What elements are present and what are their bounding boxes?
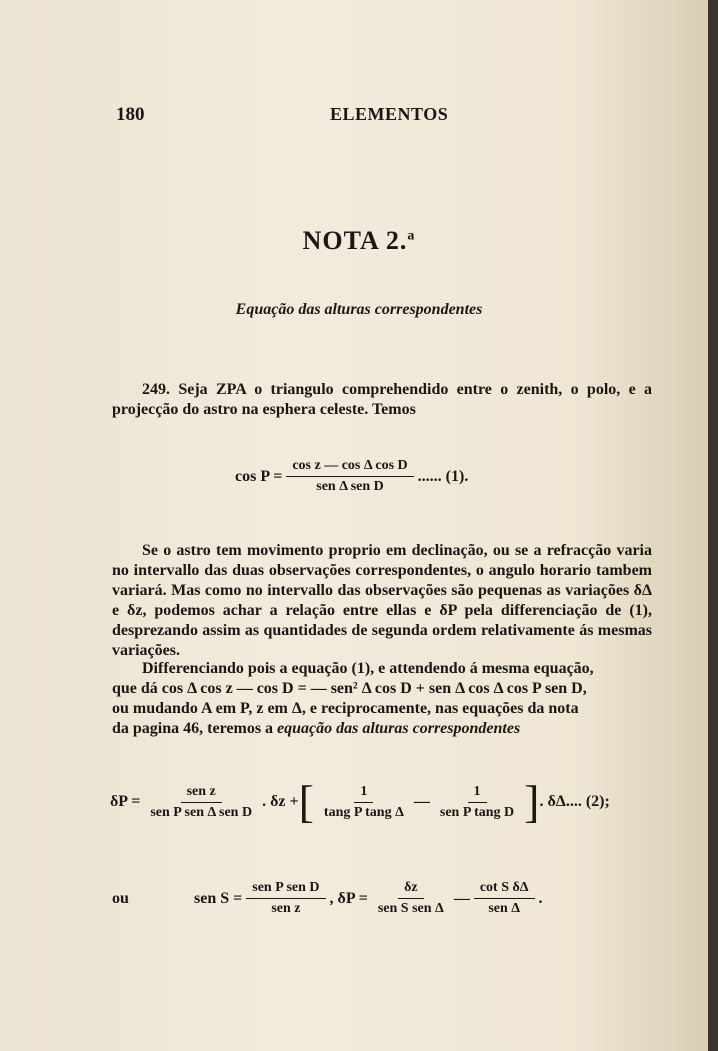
paragraph-3-line-1: Differenciando pois a equação (1), e attendendo á mesma equação, bbox=[142, 660, 594, 677]
eq2-f3-numerator: 1 bbox=[468, 784, 487, 803]
eq3-f1-numerator: sen P sen D bbox=[246, 880, 325, 899]
paragraph-3-line-3: ou mudando A em P, z em Δ, e reciprocamente, nas equações da nota bbox=[112, 700, 579, 717]
eq2-fraction-3 bbox=[434, 784, 520, 821]
equation-2 bbox=[110, 776, 610, 827]
eq2-fraction-1 bbox=[144, 784, 258, 821]
eq2-f3-denominator: sen P tang D bbox=[439, 804, 515, 820]
eq3-fraction-3 bbox=[474, 880, 535, 917]
section-intro: 249. Seja ZPA o triangulo comprehendido entre o zenith, o polo, e a projecção do astro na esphera celeste. Temos bbox=[112, 381, 653, 418]
eq3-f1-denominator: sen z bbox=[271, 901, 301, 916]
eq2-f1-numerator: sen z bbox=[181, 784, 222, 803]
eq2-fraction-2 bbox=[318, 784, 410, 821]
eq2-f2-numerator: 1 bbox=[354, 784, 373, 803]
eq1-fraction bbox=[286, 458, 413, 495]
paragraph-2: Se o astro tem movimento proprio em declinação, ou se a refracção varia no intervallo das duas observações correspondentes, o angulo horario tambem variará. Mas como no intervallo das observações são pequenas as variações δΔ e δz, podemos achar a relação entre ellas e δP pela differenciação de (1), desprezando assim as quantidades de segunda ordem relativamente ás mesmas variações. bbox=[112, 542, 652, 659]
eq2-f1-denominator: sen P sen Δ sen D bbox=[150, 804, 253, 820]
paragraph-3-line-4: da pagina 46, teremos a equação das alturas correspondentes bbox=[112, 720, 521, 737]
equation-1 bbox=[235, 458, 468, 495]
eq3-f3-numerator: cot S δΔ bbox=[474, 880, 535, 899]
page-number: 180 bbox=[116, 104, 145, 125]
bleed-through-text bbox=[150, 152, 154, 169]
right-bracket: ] bbox=[524, 776, 540, 827]
eq3-tail: . bbox=[538, 889, 543, 907]
eq2-mid: . δz + bbox=[262, 793, 299, 810]
eq2-tail: . δΔ.... (2); bbox=[539, 793, 610, 810]
note-subtitle: Equação das alturas correspondentes bbox=[235, 301, 483, 318]
eq3-fraction-1 bbox=[246, 880, 325, 917]
eq3-minus: — bbox=[453, 889, 470, 907]
eq1-lhs: cos P = bbox=[235, 467, 283, 485]
running-title: ELEMENTOS bbox=[330, 104, 449, 124]
eq3-lhs-1: sen S = bbox=[194, 889, 243, 907]
eq2-f2-denominator: tang P tang Δ bbox=[323, 804, 404, 820]
eq1-numerator: cos z — cos Δ cos D bbox=[286, 458, 413, 477]
eq2-lhs: δP = bbox=[110, 793, 141, 810]
eq3-fraction-2 bbox=[372, 880, 450, 917]
section-number: 249. bbox=[142, 381, 170, 398]
page-edge bbox=[708, 0, 718, 1051]
eq1-label: ...... (1). bbox=[417, 467, 469, 485]
eq3-f2-denominator: sen S sen Δ bbox=[377, 901, 444, 916]
eq1-denominator: sen Δ sen D bbox=[316, 479, 384, 494]
eq3-lhs-2: , δP = bbox=[329, 889, 368, 907]
eq2-minus: — bbox=[413, 793, 430, 810]
left-bracket: [ bbox=[298, 776, 314, 827]
eq3-f3-denominator: sen Δ bbox=[488, 901, 521, 916]
note-title: NOTA 2.$^a$ bbox=[302, 226, 416, 255]
equation-3 bbox=[112, 880, 652, 917]
eq3-ou: ou bbox=[112, 889, 129, 907]
paragraph-3-line-2: que dá cos Δ cos z — cos D = — sen² Δ cos D + sen Δ cos Δ cos P sen D, bbox=[112, 680, 587, 697]
eq3-f2-numerator: δz bbox=[398, 880, 423, 899]
